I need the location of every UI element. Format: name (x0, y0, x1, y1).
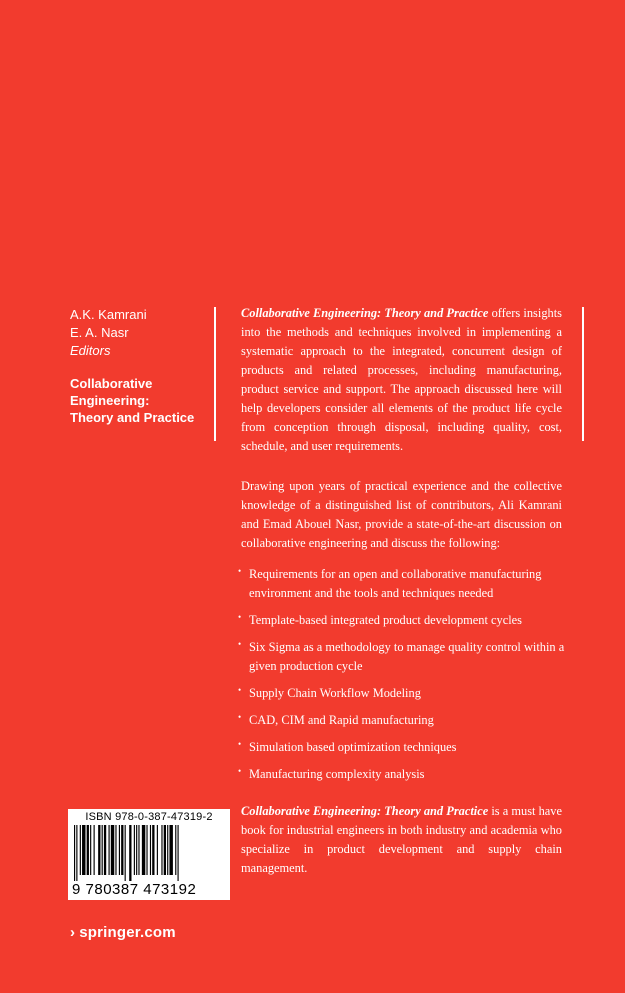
barcode-bar (80, 825, 81, 875)
barcode-bar (146, 825, 147, 875)
book-title (70, 375, 210, 426)
barcode-bar (98, 825, 100, 875)
barcode-bar (121, 825, 123, 875)
list-item: • Requirements for an open and collaborative manufacturing environment and the tools and techniques needed (237, 565, 567, 603)
closing-text: is a must have book for industrial engineers in both industry and academia who specialize in product development and supply chain management. (241, 804, 562, 875)
barcode-bar (169, 825, 172, 875)
barcode-bar (164, 825, 166, 875)
publisher-site: springer.com (79, 924, 176, 941)
isbn-barcode (68, 809, 230, 900)
chevron-right-icon: › (70, 924, 76, 941)
editors-role: Editors (70, 343, 111, 358)
barcode-bar (74, 825, 75, 881)
topic-list (237, 565, 567, 792)
barcode-bar (90, 825, 91, 875)
barcode-bar (129, 825, 131, 881)
barcode-bar (178, 825, 179, 881)
list-item: • Six Sigma as a methodology to manage quality control within a given production cycle (237, 638, 567, 676)
editors-block (70, 306, 210, 360)
description (241, 304, 562, 553)
barcode-digits: 9 780387 473192 (72, 881, 197, 898)
list-item: • Supply Chain Workflow Modeling (237, 684, 567, 703)
barcode-bars-icon (74, 825, 224, 881)
barcode-bar (152, 825, 154, 875)
barcode-bar (136, 825, 137, 875)
publisher-link[interactable] (70, 924, 176, 941)
book-title-line: Collaborative (70, 376, 153, 391)
barcode-bar (94, 825, 95, 875)
divider-right (582, 307, 584, 441)
book-title-line: Theory and Practice (70, 410, 195, 425)
barcode-bar (109, 825, 110, 875)
list-item: • CAD, CIM and Rapid manufacturing (237, 711, 567, 730)
description-paragraph-2: Drawing upon years of practical experience and the collective knowledge of a distinguished list of contributors, Ali Kamrani and Emad Abouel Nasr, provide a state-of-the-art discussion on collaborative engineering and discuss the following: (241, 479, 562, 550)
barcode-bar (119, 825, 120, 875)
editor-name: E. A. Nasr (70, 325, 129, 340)
barcode-bar (111, 825, 114, 875)
barcode-bar (157, 825, 158, 875)
barcode-bar (115, 825, 116, 875)
isbn-label: ISBN 978-0-387-47319-2 (85, 811, 213, 823)
barcode-bar (175, 825, 176, 875)
closing-paragraph (241, 802, 562, 878)
list-item: • Manufacturing complexity analysis (237, 765, 567, 784)
barcode-bar (142, 825, 145, 875)
list-item: • Template-based integrated product development cycles (237, 611, 567, 630)
description-title: Collaborative Engineering: Theory and Practice (241, 306, 489, 320)
barcode-bar (138, 825, 139, 875)
book-title-line: Engineering: (70, 393, 150, 408)
description-paragraph-1 (241, 304, 562, 456)
list-item: • Simulation based optimization techniques (237, 738, 567, 757)
barcode-bar (167, 825, 168, 875)
barcode-bar (76, 825, 77, 881)
editor-name: A.K. Kamrani (70, 307, 147, 322)
barcode-bar (102, 825, 103, 875)
barcode-bar (125, 825, 126, 881)
barcode-bar (161, 825, 162, 875)
closing-title: Collaborative Engineering: Theory and Practice (241, 804, 489, 818)
divider-left (214, 307, 216, 441)
barcode-bar (82, 825, 85, 875)
barcode-bar (134, 825, 135, 875)
barcode-bar (87, 825, 89, 875)
description-text: offers insights into the methods and techniques involved in implementing a systematic approach to the integrated, concurrent design of products and related processes, including manufacturing, product service and support. The approach discussed here will help developers consider all elements of the product life cycle from conception through disposal, including quality, cost, schedule, and user requirements. (241, 306, 562, 453)
barcode-bar (104, 825, 106, 875)
barcode-bar (150, 825, 151, 875)
